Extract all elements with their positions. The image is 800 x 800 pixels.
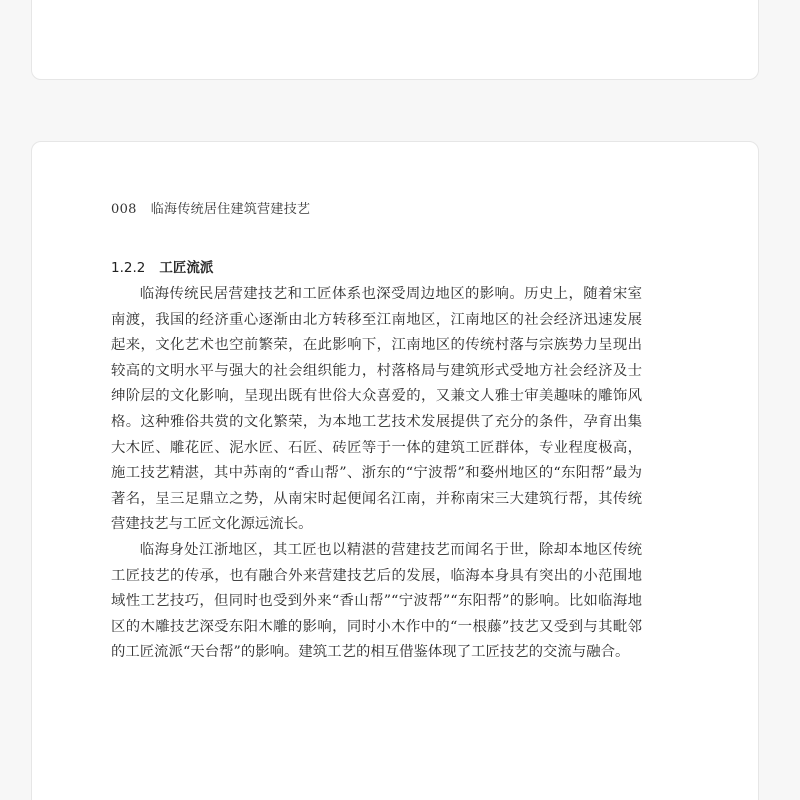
- previous-page: [31, 0, 759, 80]
- scrollbar[interactable]: [792, 0, 800, 800]
- section-title: 工匠流派: [159, 260, 214, 276]
- section-heading: [111, 257, 642, 279]
- page-number: 008: [111, 202, 137, 217]
- paragraph-2: 临海身处江浙地区，其工匠也以精湛的营建技艺而闻名于世，除却本地区传统工匠技艺的传承，也有融合外来营建技艺后的发展，临海本身具有突出的小范围地域性工艺技巧，但同时也受到外来“香山帮”“宁波帮”“东阳帮”的影响。比如临海地区的木雕技艺深受东阳木雕的影响，同时小木作中的“一根藤”技艺又受到与其毗邻的工匠流派“天台帮”的影响。建筑工艺的相互借鉴体现了工匠技艺的交流与融合。: [111, 541, 642, 661]
- paragraph-1: 临海传统民居营建技艺和工匠体系也深受周边地区的影响。历史上，随着宋室南渡，我国的经济重心逐渐由北方转移至江南地区，江南地区的社会经济迅速发展起来，文化艺术也空前繁荣，在此影响下，江南地区的传统村落与宗族势力呈现出较高的文明水平与强大的社会组织能力，村落格局与建筑形式受地方社会经济及士绅阶层的文化影响，呈现出既有世俗大众喜爱的，又兼文人雅士审美趣味的雕饰风格。这种雅俗共赏的文化繁荣，为本地工艺技术发展提供了充分的条件，孕育出集大木匠、雕花匠、泥水匠、石匠、砖匠等于一体的建筑工匠群体，专业程度极高，施工技艺精湛，其中苏南的“香山帮”、浙东的“宁波帮”和婺州地区的“东阳帮”最为著名，呈三足鼎立之势，从南宋时起便闻名江南，并称南宋三大建筑行帮，其传统营建技艺与工匠文化源远流长。: [111, 286, 642, 533]
- book-title: 临海传统居住建筑营建技艺: [150, 202, 311, 217]
- running-header: [111, 198, 310, 217]
- page-content: [111, 257, 642, 666]
- section-number: 1.2.2: [111, 260, 146, 276]
- page-008: [31, 141, 759, 800]
